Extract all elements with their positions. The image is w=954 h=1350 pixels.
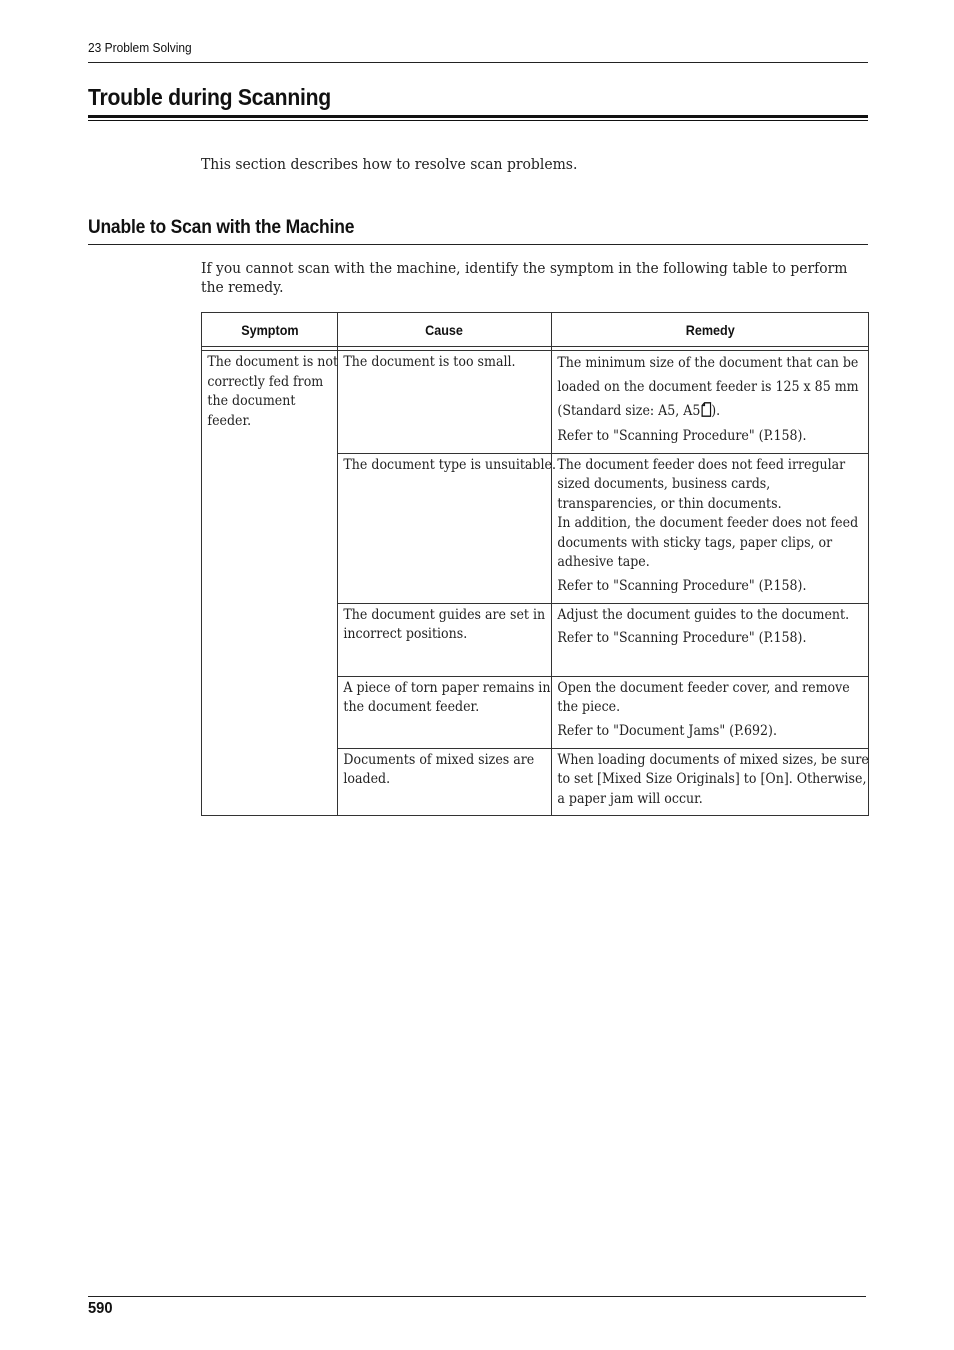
title-rule-thin (88, 120, 868, 121)
remedy-cell: The document feeder does not feed irregular sized documents, business cards, transparencies, or thin documents. In addition, the document feeder does not feed documents with sticky tags, paper clips, or adhesive tape. Refer to "Scanning Procedure" (P.158). (552, 453, 869, 603)
table-header-row (202, 313, 869, 347)
cause-cell: The document guides are set in incorrect positions. (338, 603, 552, 676)
header-remedy: Remedy (552, 313, 869, 347)
symptom-cell: The document is not correctly fed from the document feeder. (202, 351, 338, 816)
cause-cell: The document is too small. (338, 351, 552, 454)
page-number: 590 (88, 1300, 113, 1317)
section-intro: This section describes how to resolve scan problems. (201, 155, 578, 173)
subsection-rule (88, 244, 868, 245)
subsection-title: Unable to Scan with the Machine (88, 217, 355, 238)
remedy-cell: Open the document feeder cover, and remove the piece. Refer to "Document Jams" (P.692). (552, 676, 869, 748)
remedy-cell: The minimum size of the document that can be loaded on the document feeder is 125 x 85 mm (Standard size: A5, A5 ). Refer to "Scanning Procedure" (P.158). (552, 351, 869, 454)
subsection-lead: If you cannot scan with the machine, identify the symptom in the following table to perform the remedy. (201, 259, 848, 296)
cause-cell: Documents of mixed sizes are loaded. (338, 748, 552, 816)
table-row (202, 351, 869, 454)
footer-rule (88, 1296, 866, 1297)
header-rule (88, 62, 868, 63)
running-head: 23 Problem Solving (88, 40, 192, 55)
remedy-cell: Adjust the document guides to the document. Refer to "Scanning Procedure" (P.158). (552, 603, 869, 676)
title-rule-thick (88, 115, 868, 118)
header-cause: Cause (338, 313, 552, 347)
troubleshooting-table (201, 312, 869, 816)
section-title: Trouble during Scanning (88, 84, 331, 110)
portrait-orientation-icon (701, 402, 711, 417)
header-symptom: Symptom (202, 313, 338, 347)
remedy-cell: When loading documents of mixed sizes, be sure to set [Mixed Size Originals] to [On]. Otherwise, a paper jam will occur. (552, 748, 869, 816)
cause-cell: A piece of torn paper remains in the document feeder. (338, 676, 552, 748)
cause-cell: The document type is unsuitable. (338, 453, 552, 603)
